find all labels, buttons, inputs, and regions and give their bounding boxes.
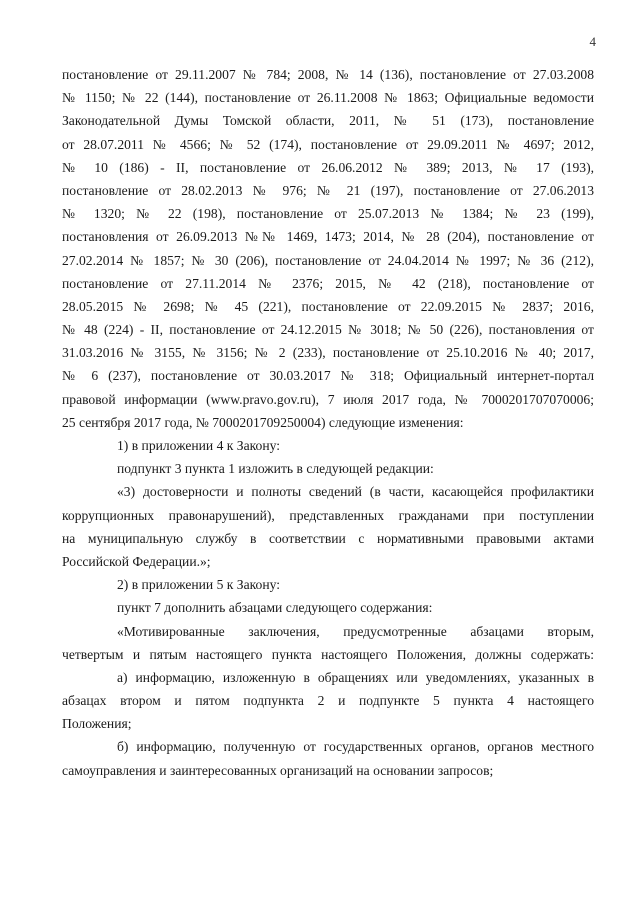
text-line: № 6 (237), постановление от 30.03.2017 № 318; Официальный интернет-портал — [62, 368, 594, 384]
text-line: постановление от 27.11.2014 № 2376; 2015, № 42 (218), постановление от — [62, 275, 594, 291]
text-line: № 10 (186) - II, постановление от 26.06.2012 № 389; 2013, № 17 (193), — [62, 159, 594, 175]
text-line: Положения; — [62, 716, 132, 732]
text-line: «Мотивированные заключения, предусмотренные абзацами вторым, — [117, 623, 594, 639]
text-line: постановление от 28.02.2013 № 976; № 21 (197), постановление от 27.06.2013 — [62, 182, 594, 198]
text-line: 28.05.2015 № 2698; № 45 (221), постановление от 22.09.2015 № 2837; 2016, — [62, 298, 594, 314]
text-line: № 1150; № 22 (144), постановление от 26.11.2008 № 1863; Официальные ведомости — [62, 90, 594, 106]
text-line: подпункт 3 пункта 1 изложить в следующей редакции: — [117, 461, 434, 477]
text-line: правовой информации (www.pravo.gov.ru), 7 июля 2017 года, № 7000201707070006; — [62, 391, 594, 407]
text-line: 27.02.2014 № 1857; № 30 (206), постановление от 24.04.2014 № 1997; № 36 (212), — [62, 252, 594, 268]
text-line: коррупционных правонарушений), представленных гражданами при поступлении — [62, 507, 594, 523]
text-line: от 28.07.2011 № 4566; № 52 (174), постановление от 29.09.2011 № 4697; 2012, — [62, 136, 594, 152]
text-line: № 1320; № 22 (198), постановление от 25.07.2013 № 1384; № 23 (199), — [62, 206, 594, 222]
document-body — [62, 63, 594, 782]
text-line: пункт 7 дополнить абзацами следующего содержания: — [117, 600, 433, 616]
text-line: 2) в приложении 5 к Закону: — [117, 577, 281, 593]
text-line: Российской Федерации.»; — [62, 553, 211, 569]
text-line: самоуправления и заинтересованных организаций на основании запросов; — [62, 762, 494, 778]
text-line: а) информацию, изложенную в обращениях или уведомлениях, указанных в — [117, 669, 594, 685]
text-line: четвертым и пятым настоящего пункта настоящего Положения, должны содержать: — [62, 646, 594, 662]
text-line: на муниципальную службу в соответствии с нормативными правовыми актами — [62, 530, 594, 546]
text-line: 25 сентября 2017 года, № 7000201709250004) следующие изменения: — [62, 414, 464, 430]
text-line: б) информацию, полученную от государственных органов, органов местного — [117, 739, 594, 755]
text-line: постановление от 29.11.2007 № 784; 2008, № 14 (136), постановление от 27.03.2008 — [62, 67, 594, 82]
text-line: «3) достоверности и полноты сведений (в части, касающейся профилактики — [117, 484, 594, 500]
text-line: постановления от 26.09.2013 №№ 1469, 1473; 2014, № 28 (204), постановление от — [62, 229, 594, 245]
text-line: абзацах втором и пятом подпункта 2 и подпункте 5 пункта 4 настоящего — [62, 693, 594, 709]
text-line: 31.03.2016 № 3155, № 3156; № 2 (233), постановление от 25.10.2016 № 40; 2017, — [62, 345, 594, 361]
text-line: 1) в приложении 4 к Закону: — [117, 438, 281, 453]
text-line: Законодательной Думы Томской области, 2011, № 51 (173), постановление — [62, 113, 594, 129]
page-number: 4 — [589, 34, 596, 49]
text-line: № 48 (224) - II, постановление от 24.12.2015 № 3018; № 50 (226), постановления от — [62, 322, 594, 338]
